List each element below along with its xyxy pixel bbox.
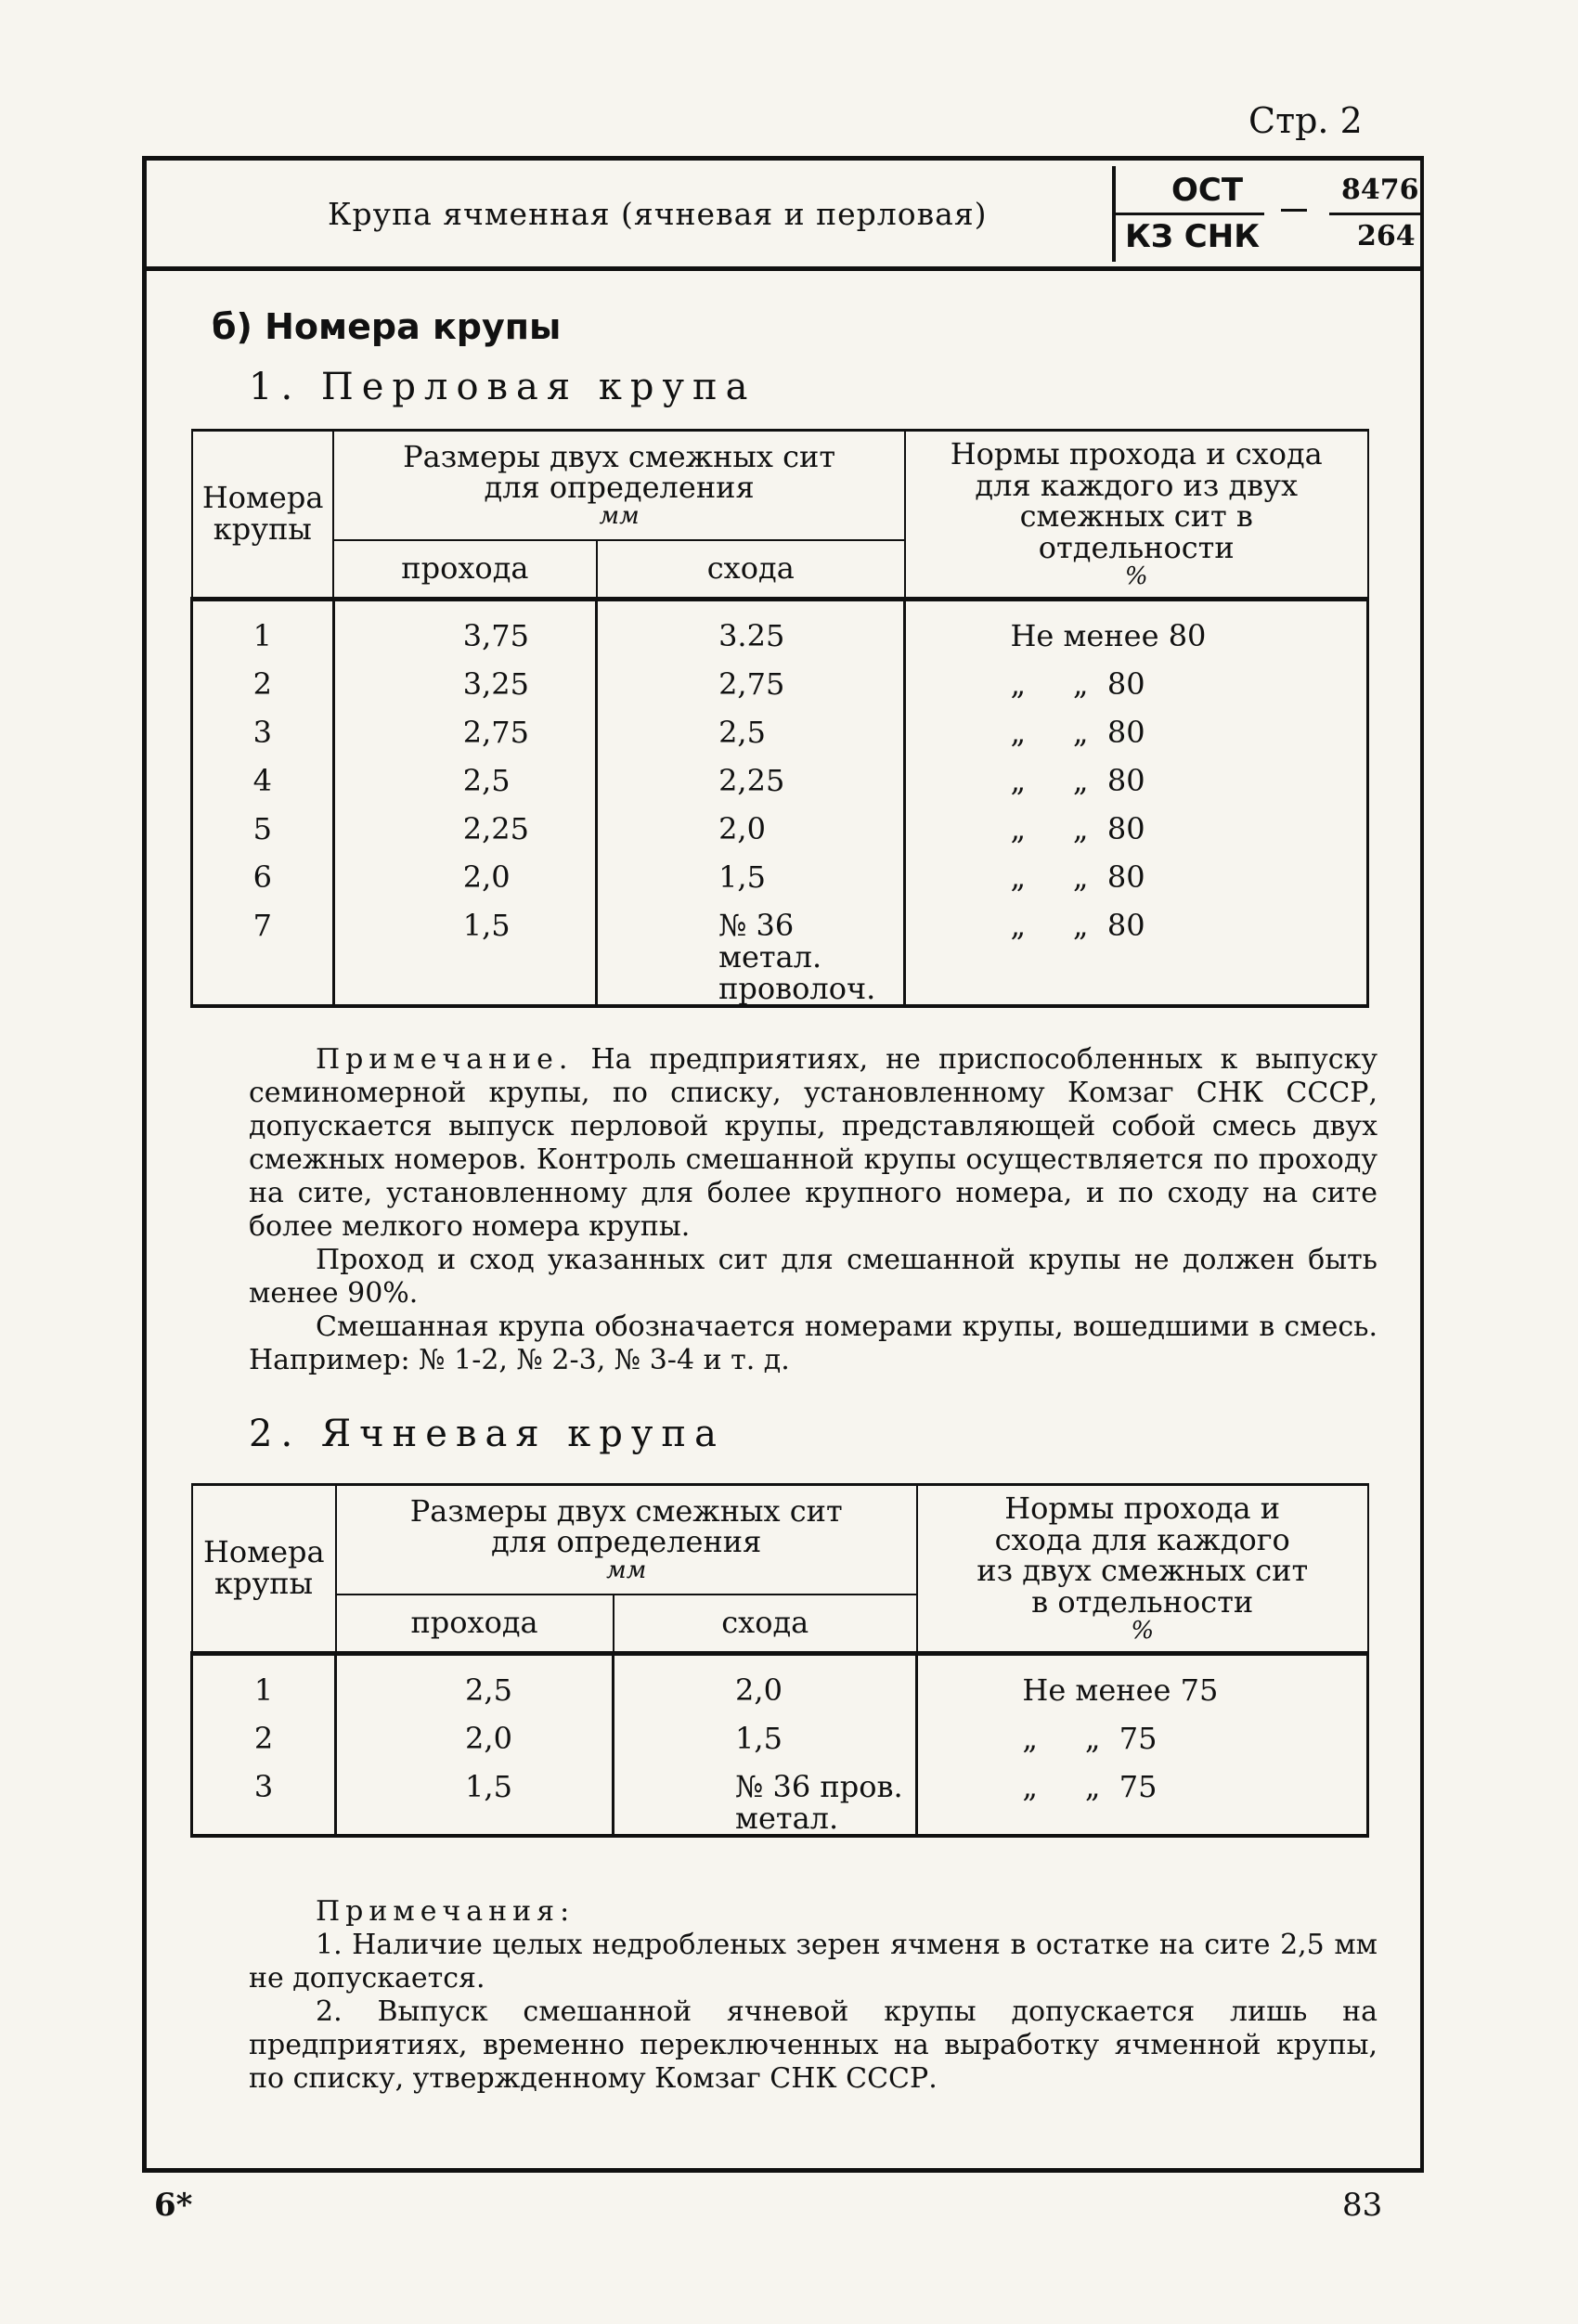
note1-block	[249, 1043, 1378, 1377]
cell-over: 2,25	[597, 765, 905, 813]
table-row	[192, 861, 1368, 910]
table-row	[192, 1654, 1368, 1724]
cell-number: 3	[192, 1771, 336, 1836]
cell-pass: 3,75	[333, 600, 596, 669]
cell-number: 2	[192, 668, 334, 717]
cell-norm: Не менее 75	[917, 1654, 1368, 1724]
cell-norm: „ „ 80	[905, 861, 1368, 910]
cell-pass: 2,5	[336, 1654, 614, 1724]
note-label: Примечание.	[316, 1043, 574, 1076]
header-cell-sizes	[336, 1485, 917, 1595]
cell-pass: 1,5	[336, 1771, 614, 1836]
cell-number: 6	[192, 861, 334, 910]
header-cell-sizes	[333, 431, 905, 540]
section2-title: 2. Ячневая крупа	[249, 1413, 725, 1455]
cell-norm: „ „ 75	[917, 1771, 1368, 1836]
table-row	[192, 1771, 1368, 1836]
cell-norm: Не менее 80	[905, 600, 1368, 669]
notes2-block	[249, 1895, 1378, 2096]
header-unit: мм	[606, 1556, 647, 1584]
note-paragraph-2: Проход и сход указанных сит для смешанной крупы не должен быть менее 90%.	[249, 1244, 1378, 1310]
standard-code	[1112, 166, 1428, 262]
code-number-bottom: 264	[1357, 220, 1416, 252]
table-barley-pearl	[190, 429, 1369, 1008]
cell-over: 3.25	[597, 600, 905, 669]
header-cell-norms	[917, 1485, 1368, 1654]
cell-norm: „ „ 80	[905, 813, 1368, 861]
cell-over: 1,5	[614, 1723, 917, 1771]
code-ks-snk: КЗ СНК	[1125, 218, 1260, 255]
subsection-heading: б) Номера крупы	[212, 306, 562, 347]
cell-number: 1	[192, 600, 334, 669]
header-sizes-label: Размеры двух смежных сит для определения	[403, 438, 836, 506]
header-pass: прохода	[336, 1595, 614, 1654]
code-ost: ОСТ	[1171, 172, 1244, 209]
table-row	[192, 600, 1368, 669]
header-cell-norms	[905, 431, 1368, 600]
code-number-top: 8476	[1341, 174, 1419, 206]
cell-over: № 36 метал. проволоч.	[597, 910, 905, 1006]
code-divider	[1116, 213, 1264, 215]
cell-number: 2	[192, 1723, 336, 1771]
cell-norm: „ „ 80	[905, 717, 1368, 765]
note-item-2: 2. Выпуск смешанной ячневой крупы допускается лишь на предприятиях, временно переключенных на выработку ячменной крупы, по списку, утвержденному Комзаг СНК СССР.	[249, 1995, 1378, 2095]
table-row	[192, 813, 1368, 861]
header-pass: прохода	[333, 540, 596, 600]
table-row	[192, 668, 1368, 717]
cell-over: № 36 пров. метал.	[614, 1771, 917, 1836]
note-text: На предприятиях, не приспособленных к выпуску семиномерной крупы, по списку, установленному Комзаг СНК СССР, допускается выпуск перловой крупы, представляющей собой смесь двух смежных номеров. Контроль смешанной крупы осуществляется по проходу на сите, установленному для более крупного номера, и по сходу на сите более мелкого номера крупы.	[249, 1043, 1378, 1243]
table-body	[192, 1654, 1368, 1837]
header-norms-label: Нормы прохода и схода для каждого из двух смежных сит в отдельности	[977, 1491, 1309, 1620]
header-cell-number	[192, 1485, 336, 1654]
cell-over: 2,0	[597, 813, 905, 861]
cell-norm: „ „ 80	[905, 668, 1368, 717]
table-row	[192, 1723, 1368, 1771]
header-norm-unit: %	[1124, 562, 1148, 590]
code-dash	[1281, 209, 1307, 212]
note-item-1: 1. Наличие целых недробленых зерен ячменя в остатке на сите 2,5 мм не допускается.	[249, 1929, 1378, 1995]
header-norms-label: Нормы прохода и схода для каждого из двух смежных сит в отдельности	[950, 436, 1323, 565]
cell-pass: 3,25	[333, 668, 596, 717]
header-number-label: Номера крупы	[203, 1534, 325, 1601]
cell-number: 4	[192, 765, 334, 813]
table-row	[192, 910, 1368, 1006]
table-row	[192, 765, 1368, 813]
cell-over: 1,5	[597, 861, 905, 910]
cell-over: 2,0	[614, 1654, 917, 1724]
section1-title: 1. Перловая крупа	[249, 366, 757, 408]
cell-number: 5	[192, 813, 334, 861]
page-label: Стр. 2	[1248, 100, 1363, 141]
document-header	[147, 156, 1420, 271]
header-over: схода	[614, 1595, 917, 1654]
cell-norm: „ „ 80	[905, 765, 1368, 813]
header-sizes-label: Размеры двух смежных сит для определения	[409, 1492, 843, 1560]
header-number-label: Номера крупы	[201, 480, 324, 547]
cell-number: 1	[192, 1654, 336, 1724]
code-fraction-line	[1329, 213, 1422, 215]
footer-page-number: 83	[1342, 2187, 1383, 2224]
header-cell-number	[192, 431, 334, 600]
note-paragraph-3: Смешанная крупа обозначается номерами крупы, вошедшими в смесь. Например: № 1-2, № 2-3, № 3-4 и т. д.	[249, 1310, 1378, 1376]
table-barley-cut	[190, 1483, 1369, 1838]
cell-norm: „ „ 75	[917, 1723, 1368, 1771]
cell-pass: 2,5	[333, 765, 596, 813]
header-over: схода	[597, 540, 905, 600]
notes-label: Примечания:	[316, 1895, 576, 1928]
cell-pass: 2,0	[336, 1723, 614, 1771]
document-title: Крупа ячменная (ячневая и перловая)	[328, 196, 988, 232]
cell-pass: 2,0	[333, 861, 596, 910]
cell-norm: „ „ 80	[905, 910, 1368, 1006]
header-norm-unit: %	[1131, 1616, 1155, 1645]
cell-over: 2,75	[597, 668, 905, 717]
cell-pass: 1,5	[333, 910, 596, 1006]
cell-pass: 2,25	[333, 813, 596, 861]
footer-signature-mark: 6*	[154, 2187, 193, 2224]
cell-number: 7	[192, 910, 334, 1006]
table-body	[192, 600, 1368, 1007]
cell-number: 3	[192, 717, 334, 765]
cell-pass: 2,75	[333, 717, 596, 765]
table-row	[192, 717, 1368, 765]
header-unit: мм	[599, 501, 640, 530]
cell-over: 2,5	[597, 717, 905, 765]
